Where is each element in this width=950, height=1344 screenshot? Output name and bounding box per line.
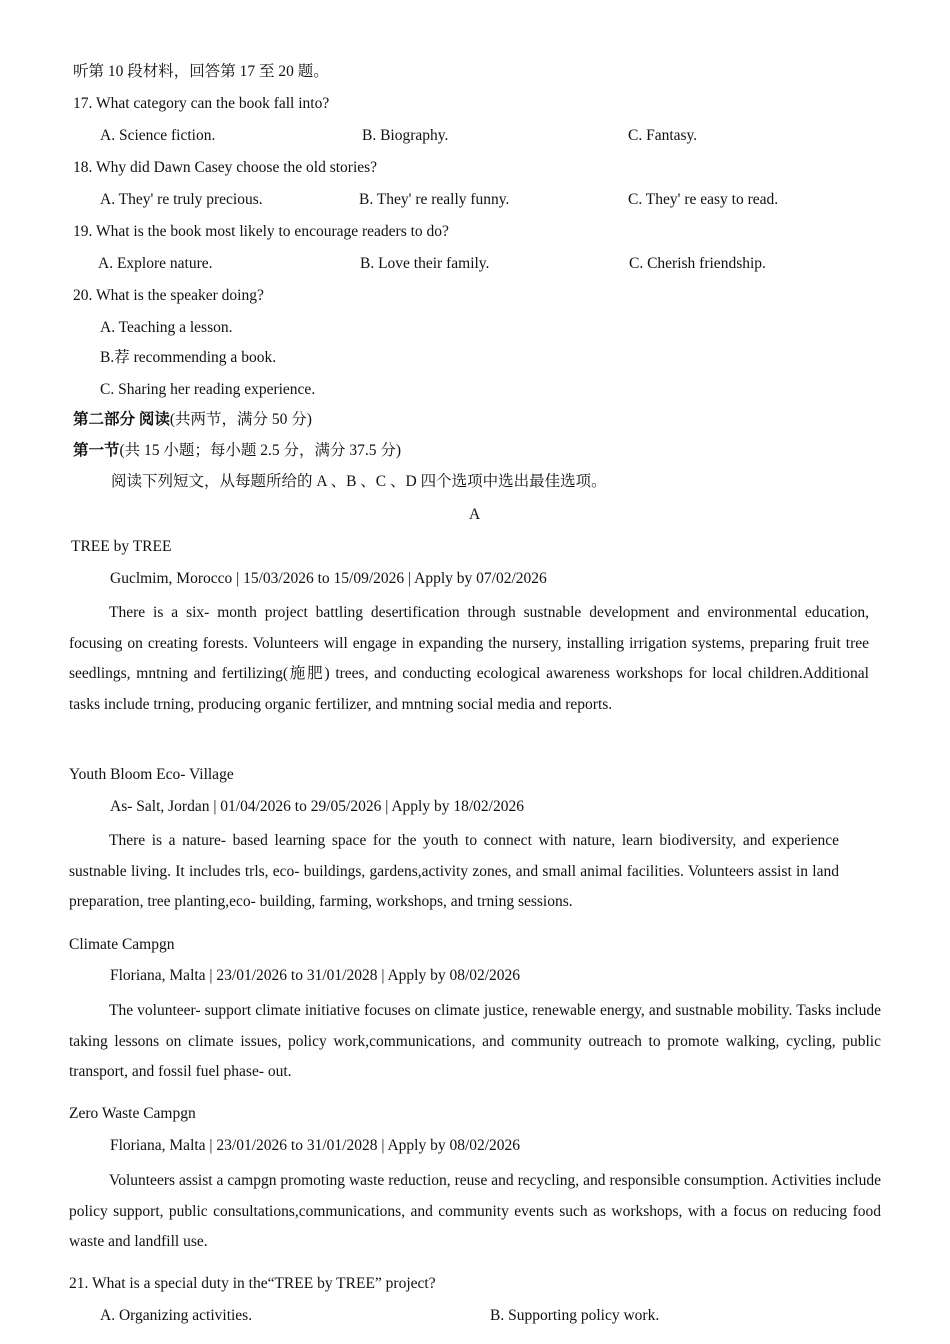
section-one-heading — [73, 441, 401, 461]
reading-instruction: 阅读下列短文，从每题所给的 A 、B 、C 、D 四个选项中选出最佳选项。 — [111, 473, 607, 490]
listening-intro: 听第 10 段材料，回答第 17 至 20 题。 — [73, 63, 329, 80]
project-info: Floriana, Malta | 23/01/2026 to 31/01/2028 | Apply by 08/02/2026 — [110, 967, 521, 984]
q18-option-b: B. They' re really funny. — [359, 191, 510, 208]
project-title: Climate Campgn — [69, 936, 175, 953]
project-description — [69, 996, 881, 1088]
section-one-title: 第一节 — [73, 442, 120, 459]
project-description-text: There is a six- month project battling desertification through sustnable development and environmental education, focusing on creating forests. Volunteers will engage in expanding the nursery, installing irrigation systems, preparing fruit tree seedlings, mntning and fertilizing(施肥) trees, and conducting ecological awareness workshops for local children.Additional tasks include trning, producing organic fertilizer, and mntning social media and reports. — [69, 604, 869, 713]
q17-option-a: A. Science fiction. — [100, 127, 216, 144]
q21-option-a: A. Organizing activities. — [100, 1307, 253, 1324]
q18-option-c: C. They' re easy to read. — [628, 191, 779, 208]
project-title: Youth Bloom Eco- Village — [69, 766, 234, 783]
question-17: 17. What category can the book fall into? — [73, 95, 330, 112]
part-two-title: 第二部分 阅读 — [73, 411, 170, 428]
part-two-score: (共两节，满分 50 分) — [169, 411, 312, 428]
project-info: Guclmim, Morocco | 15/03/2026 to 15/09/2026 | Apply by 07/02/2026 — [110, 570, 547, 587]
project-title: Zero Waste Campgn — [69, 1105, 196, 1122]
project-description — [69, 598, 869, 720]
q19-option-a: A. Explore nature. — [98, 255, 213, 272]
q19-option-b: B. Love their family. — [360, 255, 490, 272]
passage-label: A — [469, 506, 481, 523]
q20-option-a: A. Teaching a lesson. — [100, 319, 233, 336]
project-description-text: There is a nature- based learning space for the youth to connect with nature, learn biodiversity, and experience sustnable living. It includes trls, eco- buildings, gardens,activity zones, and small animal facilities. Volunteers assist in land preparation, tree planting,eco- building, farming, workshops, and trning sessions. — [69, 832, 839, 910]
question-21: 21. What is a special duty in the“TREE by TREE” project? — [69, 1275, 436, 1292]
q20-option-b: B.荐 recommending a book. — [100, 349, 277, 366]
question-19: 19. What is the book most likely to encourage readers to do? — [73, 223, 449, 240]
project-info: Floriana, Malta | 23/01/2026 to 31/01/2028 | Apply by 08/02/2026 — [110, 1137, 521, 1154]
project-description — [69, 826, 839, 918]
project-title: TREE by TREE — [71, 538, 172, 555]
project-description-text: The volunteer- support climate initiative focuses on climate justice, renewable energy, and sustnable mobility. Tasks include taking lessons on climate issues, policy work,communications, and community outreach to promote walking, cycling, public transport, and fossil fuel phase- out. — [69, 1002, 881, 1080]
q20-option-c: C. Sharing her reading experience. — [100, 381, 316, 398]
project-description — [69, 1166, 881, 1258]
q18-option-a: A. They' re truly precious. — [100, 191, 263, 208]
q21-option-b: B. Supporting policy work. — [490, 1307, 660, 1324]
q17-option-c: C. Fantasy. — [628, 127, 698, 144]
part-two-heading — [73, 410, 312, 430]
q19-option-c: C. Cherish friendship. — [629, 255, 766, 272]
project-info: As- Salt, Jordan | 01/04/2026 to 29/05/2026 | Apply by 18/02/2026 — [110, 798, 524, 815]
q17-option-b: B. Biography. — [362, 127, 449, 144]
question-20: 20. What is the speaker doing? — [73, 287, 264, 304]
question-18: 18. Why did Dawn Casey choose the old stories? — [73, 159, 378, 176]
project-description-text: Volunteers assist a campgn promoting waste reduction, reuse and recycling, and responsible consumption. Activities include policy support, public consultations,communications, and community events such as workshops, with a focus on reducing food waste and landfill use. — [69, 1172, 881, 1250]
section-one-score: (共 15 小题；每小题 2.5 分，满分 37.5 分) — [119, 442, 402, 459]
